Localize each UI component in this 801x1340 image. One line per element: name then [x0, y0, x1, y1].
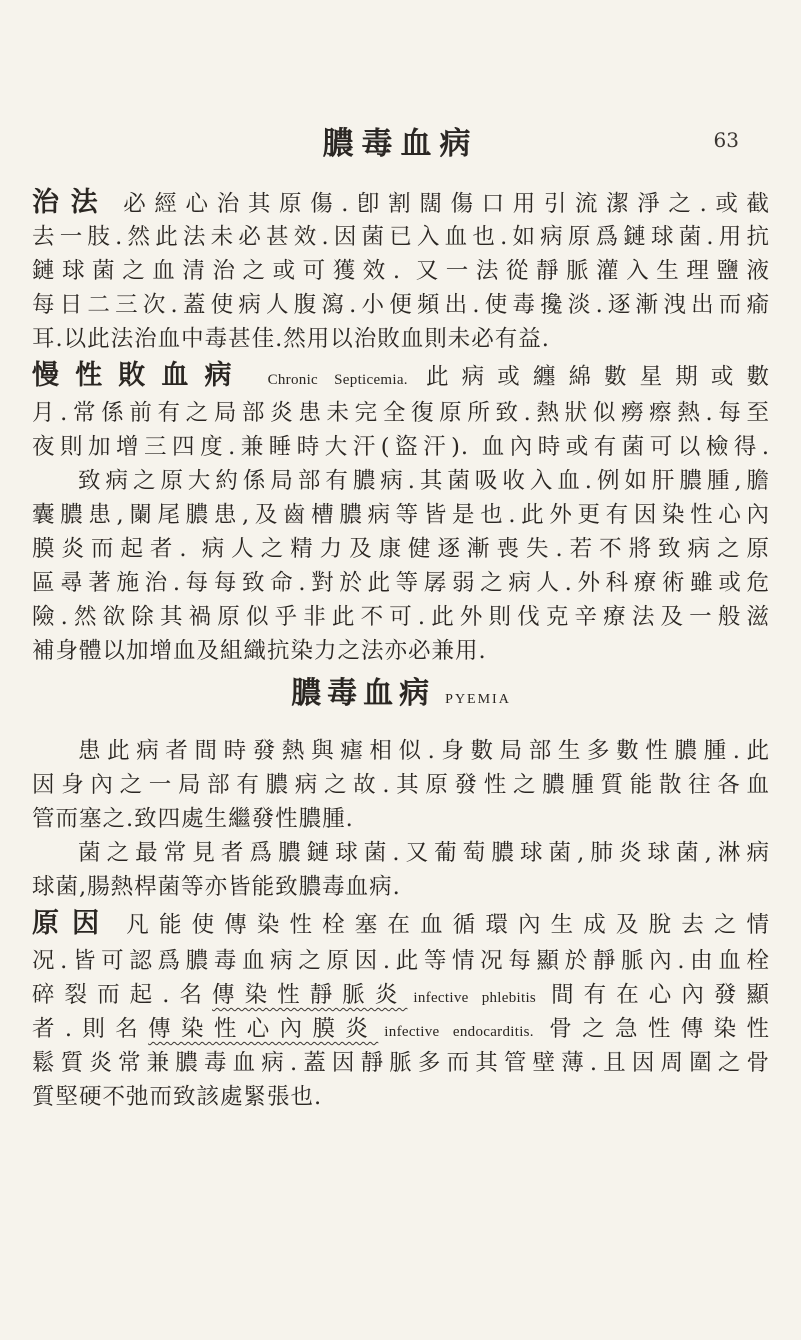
- text-line: 患此病者間時發熱與瘧相似.身數局部生多數性膿腫.此: [78, 738, 770, 764]
- page-number: 63: [713, 128, 739, 152]
- text-line: 險.然欲除其禍原似乎非此不可.此外則伐克辛療法及一般滋: [32, 604, 770, 630]
- text-span: 碎裂而起.名: [32, 982, 213, 1008]
- text-line: 耳.以此法治血中毒甚佳.然用以治敗血則未必有益.: [32, 326, 550, 352]
- text-line: 質堅硬不弛而致該處緊張也.: [32, 1084, 323, 1110]
- text-span: 凡能使傳染性栓塞在血循環內生成及脫去之情: [126, 912, 770, 938]
- section-title-cn: 膿毒血病: [291, 676, 436, 711]
- text-line: [32, 356, 770, 396]
- text-span: 此病或纏綿數星期或數: [413, 364, 770, 390]
- text-line: [32, 904, 770, 944]
- text-line: 每日二三次.蓋使病人腹瀉.小便頻出.使毒攙淡.逐漸洩出而瘉: [32, 292, 770, 318]
- text-line: 致病之原大約係局部有膿病.其菌吸收入血.例如肝膿腫,膽: [78, 468, 770, 494]
- text-span: 者.則名: [32, 1016, 149, 1042]
- text-line: 管而塞之.致四處生繼發性膿腫.: [32, 806, 354, 832]
- section-title-pyemia: [32, 668, 770, 720]
- running-title: 膿毒血病: [322, 126, 479, 162]
- text-line: 夜則加增三四度.兼睡時大汗(盜汗). 血內時或有菌可以檢得.: [32, 434, 770, 460]
- text-line: [32, 978, 770, 1012]
- term-infective-phlebitis: 傳染性靜脈炎: [212, 982, 408, 1008]
- latin-term: infective endocarditis.: [384, 1024, 534, 1040]
- latin-term: infective phlebitis: [413, 990, 537, 1006]
- text-line: 况.皆可認爲膿毒血病之原因.此等情况每顯於靜脈內.由血栓: [32, 948, 770, 974]
- text-span: 骨之急性傳染性: [539, 1016, 770, 1042]
- text-line: 去一肢.然此法未必甚效.因菌已入血也.如病原爲鏈球菌.用抗: [32, 224, 770, 250]
- text-line: [32, 186, 770, 220]
- text-span: 必經心治其原傷.卽割闊傷口用引流潔淨之.或截: [123, 191, 770, 217]
- text-line: 因身內之一局部有膿病之故.其原發性之膿腫質能散往各血: [32, 772, 770, 798]
- section-heading-chronic: 慢性敗血病: [32, 360, 248, 391]
- page-body: [32, 186, 770, 1114]
- text-span: 間有在心內發顯: [542, 982, 770, 1008]
- text-line: 區尋著施治.每每致命.對於此等孱弱之病人.外科療術雖或危: [32, 570, 770, 596]
- term-infective-endocarditis: 傳染性心內膜炎: [148, 1016, 379, 1042]
- text-line: 補身體以加增血及組織抗染力之法亦必兼用.: [32, 638, 487, 664]
- text-line: 囊膿患,闌尾膿患,及齒槽膿病等皆是也.此外更有因染性心內: [32, 502, 770, 528]
- latin-term: Chronic Septicemia.: [267, 372, 408, 388]
- section-title-en: PYEMIA: [445, 692, 511, 707]
- text-line: 月.常係前有之局部炎患未完全復原所致.熱狀似癆瘵熱.每至: [32, 400, 770, 426]
- spacer: [32, 720, 770, 734]
- text-line: [32, 1012, 770, 1046]
- section-heading-treatment: 治法: [32, 187, 110, 218]
- text-line: 菌之最常見者爲膿鏈球菌.又葡萄膿球菌,肺炎球菌,淋病: [78, 840, 770, 866]
- text-line: 膜炎而起者. 病人之精力及康健逐漸喪失.若不將致病之原: [32, 536, 770, 562]
- text-line: 球菌,腸熱桿菌等亦皆能致膿毒血病.: [32, 874, 401, 900]
- text-line: 鬆質炎常兼膿毒血病.蓋因靜脈多而其管壁薄.且因周圍之骨: [32, 1050, 770, 1076]
- section-heading-cause: 原因: [32, 908, 113, 939]
- text-line: 鏈球菌之血清治之或可獲效. 又一法從靜脈灌入生理鹽液: [32, 258, 770, 284]
- page-header: [0, 118, 801, 162]
